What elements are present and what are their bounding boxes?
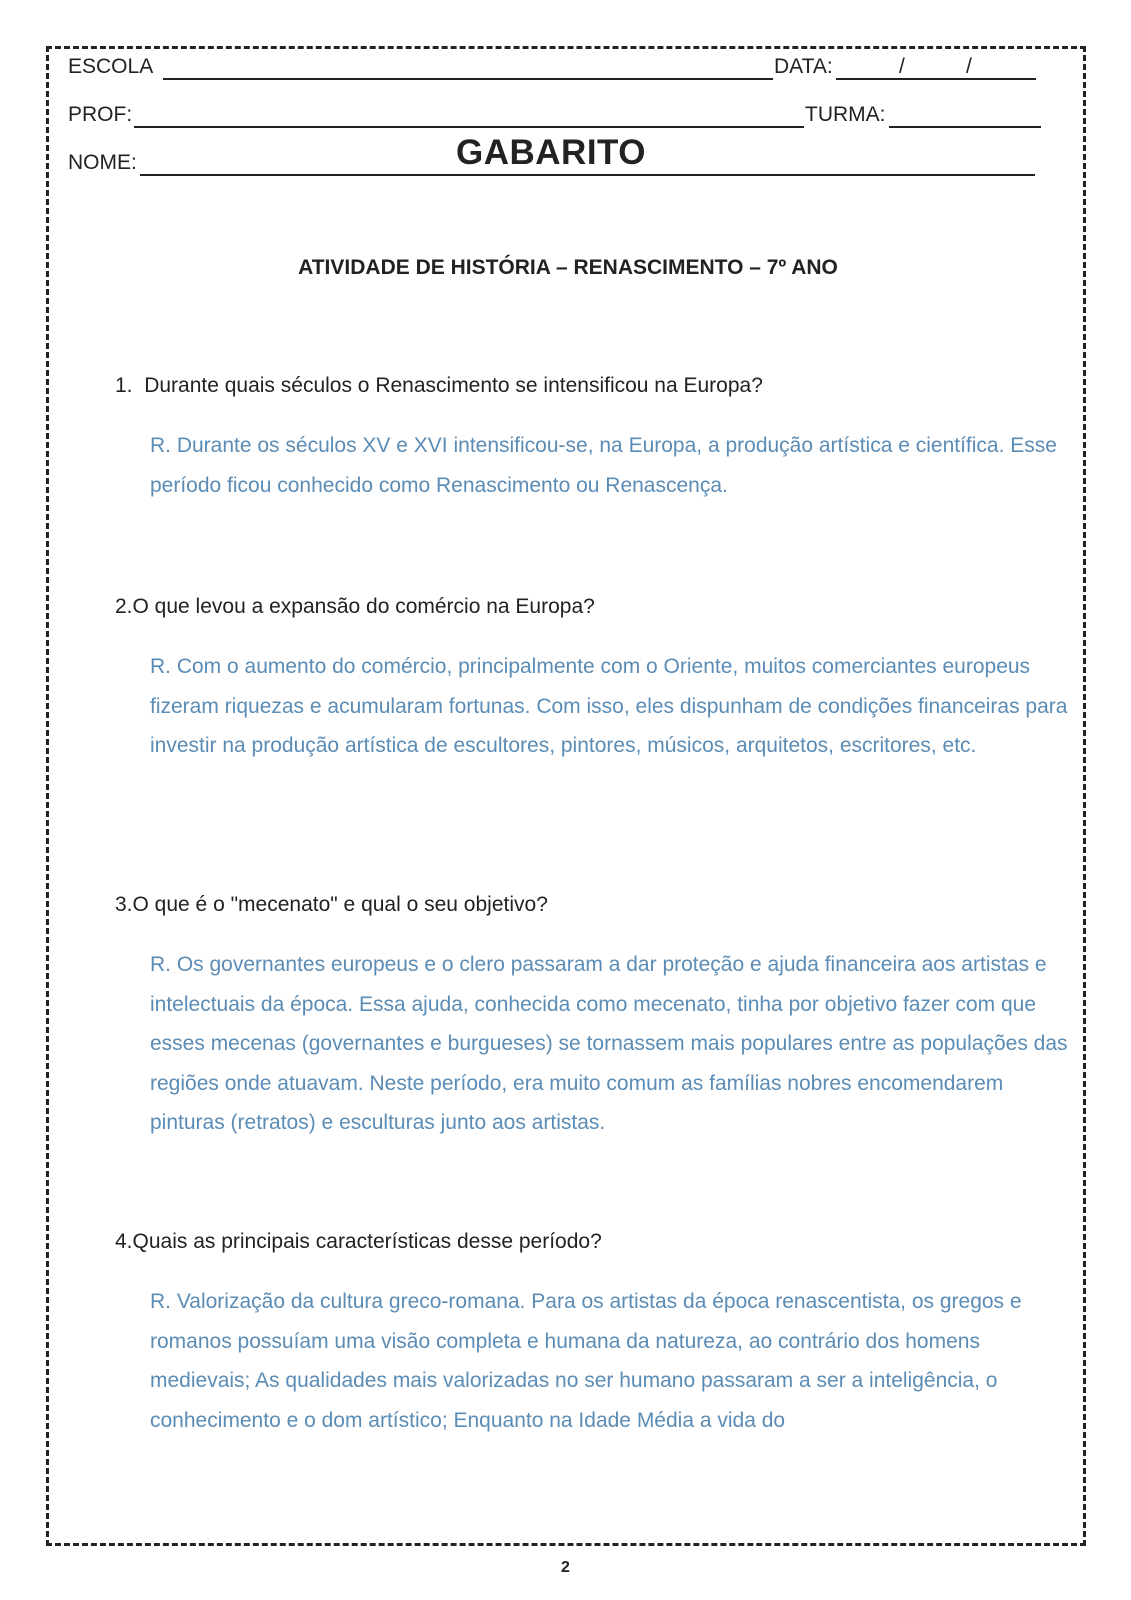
- question-number: 4.: [115, 1230, 133, 1253]
- question-text: Durante quais séculos o Renascimento se intensificou na Europa?: [144, 374, 763, 397]
- turma-label: TURMA:: [805, 103, 886, 126]
- question-1: [115, 374, 763, 398]
- question-4: [115, 1230, 602, 1254]
- question-2: [115, 595, 595, 619]
- question-number: 2.: [115, 595, 133, 618]
- activity-title: ATIVIDADE DE HISTÓRIA – RENASCIMENTO – 7º ANO: [298, 256, 838, 279]
- question-text: Quais as principais características desse período?: [132, 1230, 602, 1253]
- nome-line: [140, 174, 1035, 176]
- answer-3: R. Os governantes europeus e o clero passaram a dar proteção e ajuda financeira aos artistas e intelectuais da época. Essa ajuda, conhecida como mecenato, tinha por objetivo fazer com que esses mecenas (governantes e burgueses) se tornassem mais populares entre as populações das regiões onde atuavam. Neste período, era muito comum as famílias nobres encomendarem pinturas (retratos) e esculturas junto aos artistas.: [150, 953, 1068, 1134]
- question-text: O que é o "mecenato" e qual o seu objetivo?: [132, 893, 548, 916]
- prof-line: [134, 126, 804, 128]
- answer-4: R. Valorização da cultura greco-romana. Para os artistas da época renascentista, os gregos e romanos possuíam uma visão completa e humana da natureza, ao contrário dos homens medievais; As qualidades mais valorizadas no ser humano passaram a ser a inteligência, o conhecimento e o dom artístico; Enquanto na Idade Média a vida do: [150, 1290, 1022, 1432]
- date-slash-2: /: [966, 55, 972, 78]
- question-number: 3.: [115, 893, 133, 916]
- escola-label: ESCOLA: [68, 55, 154, 78]
- escola-line: [163, 78, 773, 80]
- gabarito-title: GABARITO: [456, 133, 647, 172]
- page-number: 2: [561, 1559, 570, 1576]
- question-text: O que levou a expansão do comércio na Europa?: [132, 595, 595, 618]
- question-number: 1.: [115, 374, 133, 397]
- data-label: DATA:: [774, 55, 833, 78]
- answer-2: R. Com o aumento do comércio, principalmente com o Oriente, muitos comerciantes europeus fizeram riquezas e acumularam fortunas. Com isso, eles dispunham de condições financeiras para investir na produção artística de escultores, pintores, músicos, arquitetos, escritores, etc.: [150, 655, 1068, 757]
- answer-1: R. Durante os séculos XV e XVI intensificou-se, na Europa, a produção artística e científica. Esse período ficou conhecido como Renascimento ou Renascença.: [150, 434, 1057, 497]
- date-line: [836, 78, 1036, 80]
- date-slash-1: /: [899, 55, 905, 78]
- turma-line: [889, 126, 1041, 128]
- nome-label: NOME:: [68, 151, 137, 174]
- question-3: [115, 893, 548, 917]
- prof-label: PROF:: [68, 103, 133, 126]
